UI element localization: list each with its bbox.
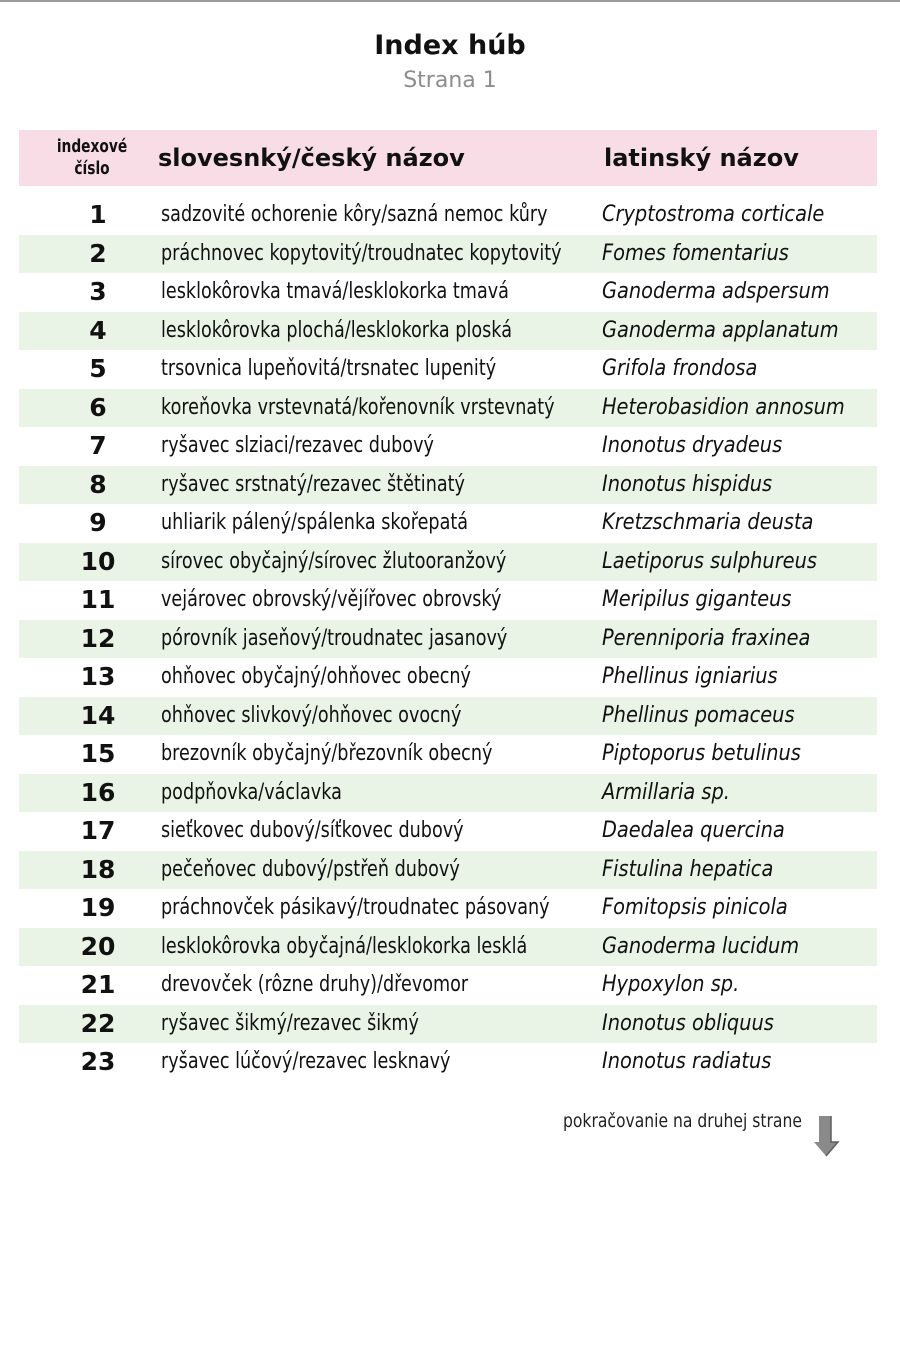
table-row [19, 812, 877, 851]
header-index-number [49, 136, 136, 180]
table-row [19, 312, 877, 351]
index-number: 17 [80, 816, 116, 845]
index-number: 14 [80, 700, 116, 730]
table-row [19, 928, 877, 967]
fungi-index-table [19, 130, 877, 1082]
common-name: ohňovec slivkový/ohňovec ovocný [161, 702, 462, 728]
common-name: práchnovček pásikavý/troudnatec pásovaný [161, 895, 550, 920]
header-index-line1: indexové [56, 136, 128, 157]
common-name: sadzovité ochorenie kôry/sazná nemoc kůry [161, 202, 548, 227]
index-number: 10 [80, 546, 116, 576]
index-number: 2 [89, 238, 107, 268]
common-name: sírovec obyčajný/sírovec žlutooranžový [161, 548, 507, 574]
table-row [19, 774, 877, 813]
table-row [19, 235, 877, 274]
common-name: lesklokôrovka obyčajná/lesklokorka lesklá [161, 933, 528, 959]
latin-name: Fomes fomentarius [602, 240, 789, 266]
table-row [19, 735, 877, 774]
common-name: trsovnica lupeňovitá/trsnatec lupenitý [161, 356, 497, 381]
latin-name: Phellinus igniarius [602, 664, 778, 689]
common-name: pórovník jaseňový/troudnatec jasanový [161, 625, 508, 651]
table-row [19, 389, 877, 428]
index-number: 12 [80, 623, 116, 653]
latin-name: Grifola frondosa [602, 356, 758, 381]
table-row [19, 543, 877, 582]
top-divider [0, 0, 900, 2]
latin-name: Armillaria sp. [602, 779, 730, 805]
table-row [19, 851, 877, 890]
index-number: 19 [80, 893, 116, 922]
index-number: 21 [80, 970, 116, 999]
common-name: pečeňovec dubový/pstřeň dubový [161, 856, 460, 882]
index-number: 11 [80, 585, 116, 614]
index-number: 3 [89, 277, 107, 306]
page-subtitle: Strana 1 [403, 68, 497, 93]
index-number: 13 [80, 662, 116, 691]
index-number: 1 [89, 200, 107, 229]
common-name: drevovček (rôzne druhy)/dřevomor [161, 972, 469, 997]
common-name: brezovník obyčajný/březovník obecný [161, 741, 493, 766]
header-index-line2: číslo [74, 158, 110, 179]
table-header [19, 130, 877, 186]
latin-name: Cryptostroma corticale [602, 202, 825, 227]
latin-name: Daedalea quercina [602, 818, 785, 843]
table-row [19, 273, 877, 312]
common-name: podpňovka/václavka [161, 779, 342, 805]
common-name: ryšavec lúčový/rezavec lesknavý [161, 1049, 451, 1074]
table-row [19, 427, 877, 466]
table-row [19, 697, 877, 736]
index-number: 23 [80, 1047, 116, 1076]
latin-name: Heterobasidion annosum [602, 394, 845, 420]
common-name: lesklokôrovka tmavá/lesklokorka tmavá [161, 279, 509, 304]
common-name: práchnovec kopytovitý/troudnatec kopytovitý [161, 240, 562, 266]
common-name: ryšavec šikmý/rezavec šikmý [161, 1010, 419, 1036]
index-number: 18 [80, 854, 116, 884]
latin-name: Ganoderma lucidum [602, 933, 800, 959]
latin-name: Meripilus giganteus [602, 587, 792, 612]
latin-name: Perenniporia fraxinea [602, 625, 811, 651]
table-row [19, 196, 877, 235]
header-latin-name: latinský názov [604, 144, 799, 172]
common-name: ryšavec srstnatý/rezavec štětinatý [161, 471, 465, 497]
latin-name: Kretzschmaria deusta [602, 510, 814, 535]
table-row [19, 1043, 877, 1082]
index-number: 22 [80, 1008, 116, 1038]
common-name: ryšavec slziaci/rezavec dubový [161, 433, 434, 458]
index-number: 8 [89, 469, 107, 499]
latin-name: Fistulina hepatica [602, 856, 774, 882]
table-row [19, 620, 877, 659]
index-number: 5 [89, 354, 107, 383]
index-number: 15 [80, 739, 116, 768]
table-row [19, 466, 877, 505]
table-row [19, 350, 877, 389]
table-row [19, 504, 877, 543]
index-number: 7 [89, 431, 107, 460]
latin-name: Laetiporus sulphureus [602, 548, 817, 574]
latin-name: Hypoxylon sp. [602, 972, 740, 997]
table-row [19, 658, 877, 697]
index-number: 16 [80, 777, 116, 807]
table-row [19, 1005, 877, 1044]
common-name: lesklokôrovka plochá/lesklokorka ploská [161, 317, 512, 343]
latin-name: Fomitopsis pinicola [602, 895, 788, 920]
latin-name: Piptoporus betulinus [602, 741, 801, 766]
common-name: sieťkovec dubový/síťkovec dubový [161, 818, 464, 843]
latin-name: Ganoderma adspersum [602, 279, 830, 304]
latin-name: Inonotus dryadeus [602, 433, 783, 458]
index-number: 20 [80, 931, 116, 961]
page-title: Index húb [374, 30, 526, 61]
continue-note: pokračovanie na druhej strane [563, 1110, 802, 1132]
latin-name: Inonotus obliquus [602, 1010, 774, 1036]
table-row [19, 966, 877, 1005]
common-name: vejárovec obrovský/vějířovec obrovský [161, 587, 502, 612]
table-row [19, 889, 877, 928]
table-body [19, 196, 877, 1082]
table-row [19, 581, 877, 620]
common-name: uhliarik pálený/spálenka skořepatá [161, 510, 469, 535]
index-number: 9 [89, 508, 107, 537]
header-common-name: slovesnký/český názov [158, 144, 465, 172]
arrow-down-icon [813, 1114, 841, 1158]
index-number: 6 [89, 392, 107, 422]
common-name: ohňovec obyčajný/ohňovec obecný [161, 664, 471, 689]
latin-name: Inonotus radiatus [602, 1049, 772, 1074]
index-number: 4 [89, 315, 107, 345]
latin-name: Phellinus pomaceus [602, 702, 795, 728]
latin-name: Ganoderma applanatum [602, 317, 839, 343]
common-name: koreňovka vrstevnatá/kořenovník vrstevnatý [161, 394, 555, 420]
latin-name: Inonotus hispidus [602, 471, 773, 497]
